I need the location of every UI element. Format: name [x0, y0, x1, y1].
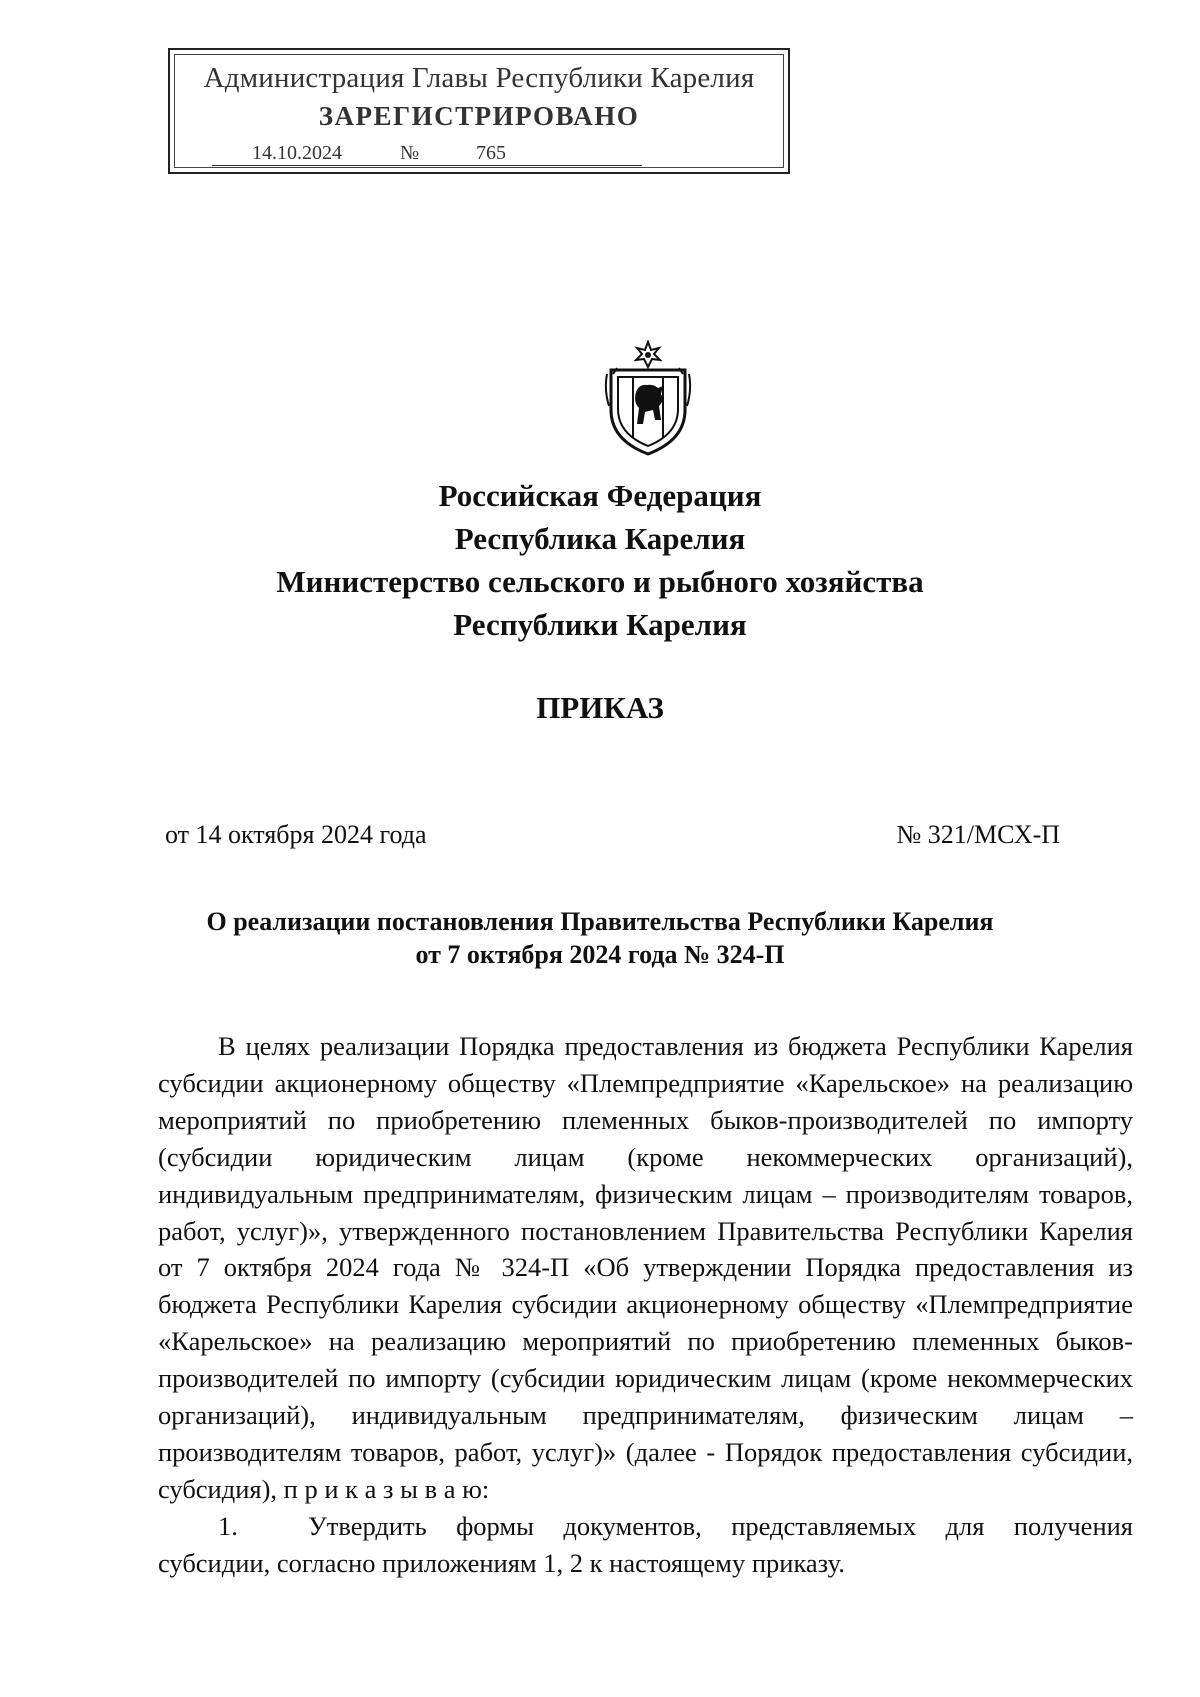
- stamp-organization: Администрация Главы Республики Карелия: [203, 62, 755, 94]
- order-date: от 14 октября 2024 года: [165, 820, 427, 849]
- header-ministry-republic: Республики Карелия: [453, 607, 747, 642]
- order-number: № 321/МСХ-П: [896, 820, 1060, 849]
- body-paragraph-1: В целях реализации Порядка предоставления из бюджета Республики Карелия субсидии акционерному обществу «Племпредприятие «Карельское» на реализацию мероприятий по приобретению племенных быков-производителей по импорту (субсидии юридическим лицам (кроме некоммерческих организаций), индивидуальным предпринимателям, физическим лицам – производителям товаров, работ, услуг)», утвержденного постановлением Правительства Республики Карелия от 7 октября 2024 года № 324-П «Об утверждении Порядка предоставления из бюджета Республики Карелия субсидии акционерному обществу «Племпредприятие «Карельское» на реализацию мероприятий по приобретению племенных быков-производителей по импорту (субсидии юридическим лицам (кроме некоммерческих организаций), индивидуальным предпринимателям, физическим лицам – производителям товаров, работ, услуг)» (далее - Порядок предоставления субсидии, субсидия), п р и к а з ы в а ю:: [158, 1031, 1133, 1504]
- stamp-registration-row: [212, 142, 772, 166]
- header-republic: Республика Карелия: [454, 521, 746, 556]
- stamp-number: 765: [476, 142, 506, 164]
- order-date-row: [165, 820, 1060, 854]
- karelia-coat-of-arms-icon: [603, 340, 693, 456]
- order-subject: [0, 905, 1200, 971]
- stamp-registered-label: ЗАРЕГИСТРИРОВАНО: [318, 101, 640, 131]
- subject-line-1: О реализации постановления Правительства Республики Карелия: [206, 907, 994, 936]
- item-1-text: Утвердить формы документов, представляемых для получения субсидии, согласно приложениям 1, 2 к настоящему приказу.: [158, 1510, 1133, 1578]
- stamp-date: 14.10.2024: [252, 142, 342, 164]
- item-1-number: 1.: [218, 1510, 238, 1541]
- registration-stamp: [168, 48, 790, 174]
- subject-line-2: от 7 октября 2024 года № 324-П: [415, 940, 785, 969]
- header-ministry: Министерство сельского и рыбного хозяйства: [276, 564, 924, 599]
- header-country: Российская Федерация: [438, 478, 762, 513]
- stamp-number-label: №: [400, 142, 420, 164]
- order-title: ПРИКАЗ: [536, 690, 664, 725]
- stamp-underline: [212, 165, 642, 166]
- document-body: [158, 1028, 1133, 1582]
- body-item-1: [158, 1508, 1133, 1582]
- document-header: [0, 474, 1200, 646]
